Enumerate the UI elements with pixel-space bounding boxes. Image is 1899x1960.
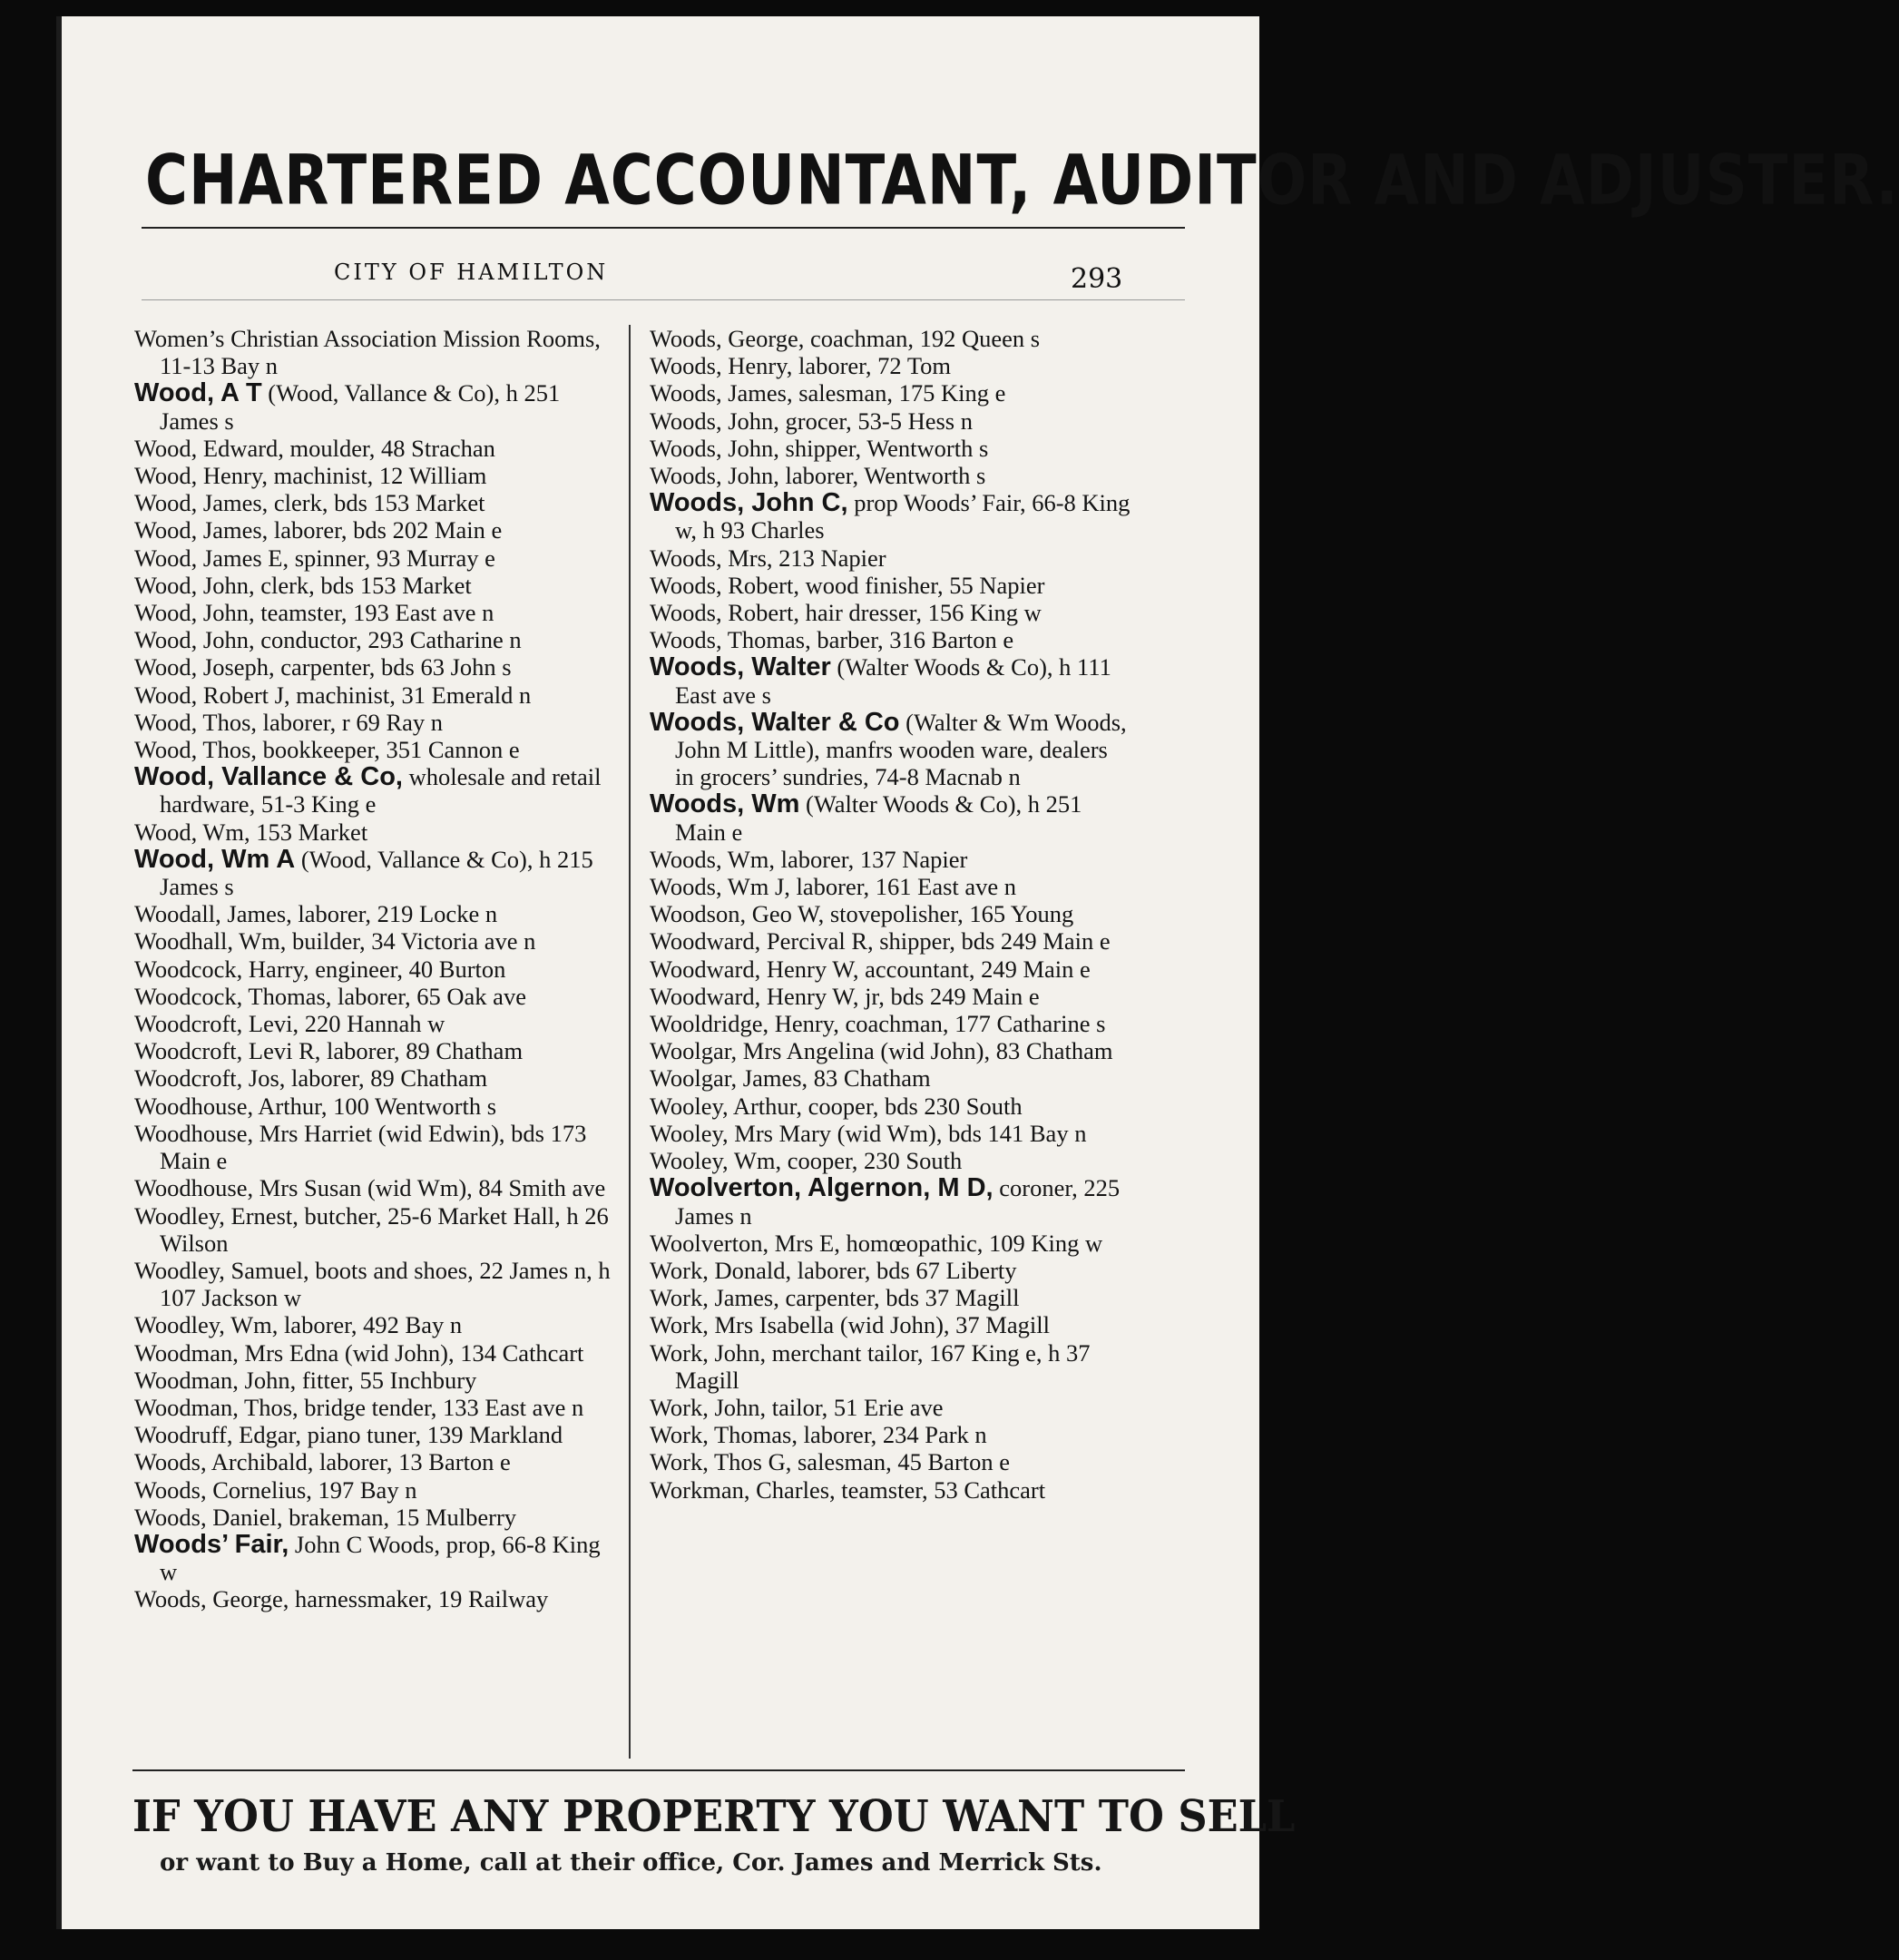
directory-entry <box>650 435 1131 462</box>
directory-entry <box>650 1339 1131 1394</box>
directory-entry <box>650 407 1131 435</box>
entry-text: Woods, James, salesman, 175 King e <box>650 379 1006 407</box>
right-column <box>650 325 1131 1504</box>
entry-text: (Wood, Vallance & Co), h 215 James s <box>160 845 593 901</box>
directory-entry <box>650 599 1131 626</box>
directory-entry <box>134 1394 615 1421</box>
advert-subline: or want to Buy a Home, call at their office, Cor. James and Merrick Sts. <box>160 1849 1102 1877</box>
entry-text: Work, Thos G, salesman, 45 Barton e <box>650 1448 1011 1476</box>
directory-entry <box>134 1339 615 1367</box>
directory-entry <box>134 325 615 379</box>
entry-name: Woods, Walter <box>650 652 831 682</box>
entry-text: Work, John, merchant tailor, 167 King e, h 37 Magill <box>650 1338 1091 1394</box>
entry-text: Woods, Wm, laborer, 137 Napier <box>650 845 968 873</box>
entry-text: Woods, Henry, laborer, 72 Tom <box>650 352 952 380</box>
directory-entry <box>134 983 615 1010</box>
directory-entry <box>650 626 1131 653</box>
directory-entry <box>650 325 1131 352</box>
directory-entry <box>134 956 615 983</box>
directory-entry <box>650 1394 1131 1421</box>
directory-entry <box>650 1093 1131 1120</box>
entry-text: Wood, Edward, moulder, 48 Strachan <box>134 434 495 462</box>
left-column <box>134 325 615 1613</box>
directory-entry <box>650 462 1131 489</box>
directory-entry <box>650 873 1131 900</box>
directory-entry <box>134 900 615 927</box>
directory-entry <box>650 489 1131 544</box>
directory-entry <box>650 900 1131 927</box>
entry-text: Wood, John, teamster, 193 East ave n <box>134 599 494 627</box>
entry-text: Wooley, Mrs Mary (wid Wm), bds 141 Bay n <box>650 1119 1087 1147</box>
entry-name: Woods’ Fair, <box>134 1529 289 1559</box>
entry-text: Woods, Robert, hair dresser, 156 King w <box>650 599 1042 627</box>
banner-rule <box>142 227 1185 229</box>
entry-text: Woodward, Percival R, shipper, bds 249 Main e <box>650 927 1111 956</box>
banner-heading: CHARTERED ACCOUNTANT, AUDITOR AND ADJUSTER. <box>145 142 1899 221</box>
entry-text: (Walter Woods & Co), h 251 Main e <box>675 790 1082 846</box>
entry-text: Woods, John, laborer, Wentworth s <box>650 462 986 490</box>
directory-entry <box>134 462 615 489</box>
directory-entry <box>650 1120 1131 1147</box>
directory-entry <box>134 1257 615 1311</box>
directory-entry <box>134 846 615 900</box>
directory-entry <box>650 1311 1131 1338</box>
directory-entry <box>134 709 615 736</box>
entry-text: Woodcroft, Jos, laborer, 89 Chatham <box>134 1064 488 1093</box>
entry-text: Woodman, John, fitter, 55 Inchbury <box>134 1366 477 1394</box>
entry-text: Wooley, Arthur, cooper, bds 230 South <box>650 1092 1023 1120</box>
entry-text: Wood, Robert J, machinist, 31 Emerald n <box>134 681 532 709</box>
directory-entry <box>650 927 1131 955</box>
directory-entry <box>134 1010 615 1037</box>
entry-text: Woodley, Ernest, butcher, 25-6 Market Hall, h 26 Wilson <box>134 1201 609 1257</box>
entry-text: coroner, 225 James n <box>675 1174 1121 1230</box>
entry-text: Woodward, Henry W, jr, bds 249 Main e <box>650 982 1040 1010</box>
directory-entry <box>650 1284 1131 1311</box>
entry-name: Woods, Wm <box>650 789 800 819</box>
entry-text: Wood, James, laborer, bds 202 Main e <box>134 516 503 544</box>
directory-entry <box>134 1093 615 1120</box>
directory-entry <box>134 435 615 462</box>
entry-text: (Walter & Wm Woods, John M Little), manfrs wooden ware, dealers in grocers’ sundries, 74-8 Macnab n <box>675 708 1127 791</box>
entry-text: Work, James, carpenter, bds 37 Magill <box>650 1284 1020 1312</box>
directory-entry <box>134 1504 615 1531</box>
directory-entry <box>134 1064 615 1092</box>
directory-entry <box>650 983 1131 1010</box>
entry-text: Woodruff, Edgar, piano tuner, 139 Markland <box>134 1421 563 1449</box>
directory-entry <box>134 544 615 572</box>
directory-entry <box>650 1147 1131 1174</box>
entry-text: Woods, Robert, wood finisher, 55 Napier <box>650 571 1045 599</box>
entry-text: Wooley, Wm, cooper, 230 South <box>650 1147 963 1175</box>
entry-text: Woods, Wm J, laborer, 161 East ave n <box>650 873 1017 901</box>
entry-text: Workman, Charles, teamster, 53 Cathcart <box>650 1475 1046 1504</box>
directory-entry <box>650 1476 1131 1504</box>
entry-text: Woods, Cornelius, 197 Bay n <box>134 1475 417 1504</box>
directory-entry <box>650 1064 1131 1092</box>
entry-text: Woods, Mrs, 213 Napier <box>650 544 886 572</box>
directory-entry <box>134 516 615 544</box>
entry-text: Woodhouse, Mrs Harriet (wid Edwin), bds 173 Main e <box>134 1119 587 1175</box>
directory-entry <box>134 1311 615 1338</box>
entry-text: Work, Thomas, laborer, 234 Park n <box>650 1421 987 1449</box>
directory-entry <box>650 846 1131 873</box>
directory-entry <box>134 572 615 599</box>
directory-entry <box>650 379 1131 407</box>
entry-name: Wood, Wm A <box>134 844 296 874</box>
entry-text: Woods, George, harnessmaker, 19 Railway <box>134 1585 549 1613</box>
directory-entry <box>650 956 1131 983</box>
directory-entry <box>650 653 1131 708</box>
directory-entry <box>650 1230 1131 1257</box>
entry-text: Wood, James E, spinner, 93 Murray e <box>134 544 495 572</box>
entry-text: Wood, John, conductor, 293 Catharine n <box>134 626 522 654</box>
directory-entry <box>134 1120 615 1174</box>
entry-text: Woolverton, Mrs E, homœopathic, 109 King w <box>650 1229 1103 1257</box>
directory-entry <box>650 1257 1131 1284</box>
entry-text: wholesale and retail hardware, 51-3 King e <box>160 763 602 818</box>
entry-text: (Walter Woods & Co), h 111 East ave s <box>675 653 1111 709</box>
entry-text: Work, Donald, laborer, bds 67 Liberty <box>650 1256 1017 1284</box>
directory-entry <box>650 1037 1131 1064</box>
directory-entry <box>134 599 615 626</box>
entry-text: Woodcock, Harry, engineer, 40 Burton <box>134 955 506 983</box>
directory-entry <box>650 1174 1131 1229</box>
entry-text: Woodson, Geo W, stovepolisher, 165 Young <box>650 900 1074 928</box>
entry-text: Women’s Christian Association Mission Rooms, 11-13 Bay n <box>134 325 601 380</box>
entry-name: Wood, A T <box>134 378 262 408</box>
entry-text: Woods, George, coachman, 192 Queen s <box>650 325 1041 352</box>
entry-text: Woodhouse, Mrs Susan (wid Wm), 84 Smith ave <box>134 1174 606 1202</box>
directory-entry <box>134 1202 615 1257</box>
directory-entry <box>650 790 1131 845</box>
entry-text: Woodley, Samuel, boots and shoes, 22 James n, h 107 Jackson w <box>134 1256 611 1312</box>
directory-entry <box>134 763 615 818</box>
entry-text: Woodley, Wm, laborer, 492 Bay n <box>134 1311 463 1339</box>
entry-text: Wood, John, clerk, bds 153 Market <box>134 571 472 599</box>
directory-entry <box>134 1367 615 1394</box>
entry-text: Woodall, James, laborer, 219 Locke n <box>134 900 498 928</box>
entry-text: Woodman, Mrs Edna (wid John), 134 Cathcart <box>134 1338 584 1367</box>
entry-text: Wood, Henry, machinist, 12 William <box>134 462 487 490</box>
entry-text: John C Woods, prop, 66-8 King w <box>160 1530 601 1586</box>
entry-text: Work, John, tailor, 51 Erie ave <box>650 1393 944 1421</box>
directory-entry <box>134 626 615 653</box>
directory-entry <box>134 1531 615 1585</box>
entry-text: prop Woods’ Fair, 66-8 King w, h 93 Charles <box>675 489 1131 544</box>
entry-text: Wood, Thos, laborer, r 69 Ray n <box>134 708 444 736</box>
directory-entry <box>650 1421 1131 1448</box>
entry-name: Woods, Walter & Co <box>650 707 900 737</box>
page-number: 293 <box>1071 263 1123 295</box>
entry-text: Woods, John, grocer, 53-5 Hess n <box>650 407 973 435</box>
entry-text: Woolgar, James, 83 Chatham <box>650 1064 931 1093</box>
entry-text: Woods, John, shipper, Wentworth s <box>650 434 989 462</box>
directory-entry <box>134 1476 615 1504</box>
running-head: CITY OF HAMILTON <box>334 260 609 285</box>
directory-entry <box>134 927 615 955</box>
entry-name: Woods, John C, <box>650 488 848 518</box>
entry-text: Woodhall, Wm, builder, 34 Victoria ave n <box>134 927 536 956</box>
directory-entry <box>650 1010 1131 1037</box>
directory-entry <box>134 1174 615 1201</box>
directory-entry <box>134 1448 615 1475</box>
directory-entry <box>134 1037 615 1064</box>
entry-text: Woolgar, Mrs Angelina (wid John), 83 Chatham <box>650 1037 1113 1065</box>
directory-entry <box>650 1448 1131 1475</box>
directory-entry <box>134 489 615 516</box>
entry-text: Woodward, Henry W, accountant, 249 Main e <box>650 955 1091 983</box>
entry-text: Wooldridge, Henry, coachman, 177 Catharine s <box>650 1010 1106 1038</box>
column-divider <box>629 325 631 1759</box>
directory-entry <box>650 709 1131 791</box>
entry-text: Woodcroft, Levi, 220 Hannah w <box>134 1010 445 1038</box>
entry-text: Wood, Joseph, carpenter, bds 63 John s <box>134 653 512 681</box>
directory-entry <box>134 1585 615 1612</box>
entry-text: (Wood, Vallance & Co), h 251 James s <box>160 379 561 435</box>
directory-entry <box>650 352 1131 379</box>
entry-name: Wood, Vallance & Co, <box>134 762 403 792</box>
directory-page <box>56 16 1899 1929</box>
directory-entry <box>134 653 615 681</box>
entry-text: Woods, Thomas, barber, 316 Barton e <box>650 626 1014 654</box>
directory-entry <box>134 379 615 434</box>
directory-entry <box>134 681 615 709</box>
directory-entry <box>650 544 1131 572</box>
entry-text: Wood, James, clerk, bds 153 Market <box>134 489 485 517</box>
entry-name: Woolverton, Algernon, M D, <box>650 1173 994 1203</box>
directory-entry <box>134 818 615 846</box>
entry-text: Woodcroft, Levi R, laborer, 89 Chatham <box>134 1037 524 1065</box>
header-rule <box>142 299 1185 300</box>
entry-text: Woodman, Thos, bridge tender, 133 East ave n <box>134 1393 584 1421</box>
entry-text: Woods, Archibald, laborer, 13 Barton e <box>134 1448 511 1476</box>
footer-rule <box>132 1769 1185 1771</box>
entry-text: Woods, Daniel, brakeman, 15 Mulberry <box>134 1503 517 1531</box>
entry-text: Wood, Thos, bookkeeper, 351 Cannon e <box>134 736 520 764</box>
entry-text: Woodhouse, Arthur, 100 Wentworth s <box>134 1092 497 1120</box>
directory-entry <box>134 736 615 763</box>
entry-text: Work, Mrs Isabella (wid John), 37 Magill <box>650 1311 1050 1339</box>
directory-entry <box>650 572 1131 599</box>
directory-entry <box>134 1421 615 1448</box>
advert-headline: IF YOU HAVE ANY PROPERTY YOU WANT TO SELL <box>132 1791 1296 1842</box>
entry-text: Wood, Wm, 153 Market <box>134 818 368 846</box>
entry-text: Woodcock, Thomas, laborer, 65 Oak ave <box>134 982 526 1010</box>
